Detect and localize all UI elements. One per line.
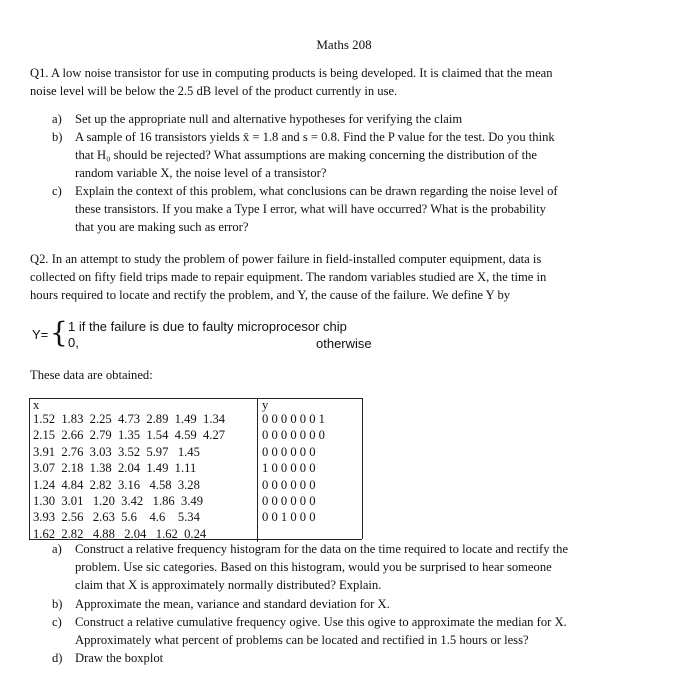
page-title: Maths 208 <box>316 37 372 52</box>
q2-item-d <box>52 649 632 667</box>
y-otherwise: otherwise <box>316 336 372 351</box>
table-row <box>29 477 362 493</box>
text-line: these transistors. If you make a Type I error, what will have occurred? What is the probability <box>75 202 546 216</box>
text-line: Q2. In an attempt to study the problem of power failure in field-installed computer equipment, data is <box>30 252 542 266</box>
table-row <box>29 493 362 509</box>
x-cell: 1.24 4.84 2.82 3.16 4.58 3.28 <box>29 477 258 493</box>
data-table <box>29 398 362 542</box>
x-cell: 1.52 1.83 2.25 4.73 2.89 1.49 1.34 <box>29 411 258 427</box>
x-cell: 3.07 2.18 1.38 2.04 1.49 1.11 <box>29 460 258 476</box>
table-row <box>29 427 362 443</box>
table-header-row <box>29 398 362 411</box>
q2-item-c <box>52 613 632 649</box>
y-header: y <box>262 398 269 412</box>
item-label: b) <box>52 130 63 144</box>
text-line: Set up the appropriate null and alternative hypotheses for verifying the claim <box>75 112 463 126</box>
x-cell: 1.30 3.01 1.20 3.42 1.86 3.49 <box>29 493 258 509</box>
text-line: problem. Use sic categories. Based on this histogram, would you be surprised to hear someone <box>75 560 552 574</box>
y-cell: 0 0 0 0 0 0 <box>262 444 316 459</box>
q2-item-b <box>52 595 632 613</box>
x-cell: 3.93 2.56 2.63 5.6 4.6 5.34 <box>29 509 258 525</box>
q1-item-c <box>52 182 632 236</box>
text-line: Explain the context of this problem, what conclusions can be drawn regarding the noise level of <box>75 184 558 198</box>
q2-item-a <box>52 540 632 594</box>
text-line: A sample of 16 transistors yields x̄ = 1.8 and s = 0.8. Find the P value for the test. Do you think <box>75 130 555 144</box>
text-line: Construct a relative frequency histogram for the data on the time required to locate and rectify the <box>75 542 569 556</box>
y-cell: 0 0 1 0 0 0 <box>262 510 316 525</box>
text-line: claim that X is approximately normally distributed? Explain. <box>75 578 382 592</box>
text-line: Construct a relative cumulative frequency ogive. Use this ogive to approximate the median for X. <box>75 615 567 629</box>
text-line: collected on fifty field trips made to repair equipment. The random variables studied are X, the time in <box>30 270 547 284</box>
y-definition <box>32 316 392 360</box>
table-row <box>29 444 362 460</box>
data-intro: These data are obtained: <box>30 368 153 382</box>
y-case-1: 1 if the failure is due to faulty microprocesor chip <box>68 319 347 334</box>
text-line: hours required to locate and rectify the problem, and Y, the cause of the failure. We define Y by <box>30 288 511 302</box>
q1-intro <box>30 64 630 100</box>
item-label: b) <box>52 597 63 611</box>
item-label: c) <box>52 615 62 629</box>
text-line: noise level will be below the 2.5 dB level of the product currently in use. <box>30 84 398 98</box>
table-row <box>29 509 362 525</box>
y-lhs: Y= <box>32 327 49 342</box>
text-line: Q1. A low noise transistor for use in computing products is being developed. It is claimed that the mean <box>30 66 553 80</box>
y-cell: 1 0 0 0 0 0 <box>262 461 316 476</box>
text-line: that you are making such as error? <box>75 220 249 234</box>
q1-item-a <box>52 110 632 128</box>
q2-intro <box>30 250 630 304</box>
brace: { <box>50 316 68 349</box>
y-cell: 0 0 0 0 0 0 <box>262 494 316 509</box>
y-cell: 0 0 0 0 0 0 0 <box>262 428 325 443</box>
text-line: random variable X, the noise level of a transistor? <box>75 166 327 180</box>
item-label: a) <box>52 542 62 556</box>
y-cell: 0 0 0 0 0 0 1 <box>262 412 325 426</box>
item-label: c) <box>52 184 62 198</box>
table-row <box>29 460 362 476</box>
q1-item-b <box>52 128 632 182</box>
item-label: a) <box>52 112 62 126</box>
x-cell: 1.62 2.82 4.88 2.04 1.62 0.24 <box>29 526 258 542</box>
x-cell: 2.15 2.66 2.79 1.35 1.54 4.59 4.27 <box>29 427 258 443</box>
table-row <box>29 411 362 427</box>
text-line: Draw the boxplot <box>75 651 164 665</box>
y-cell: 0 0 0 0 0 0 <box>262 477 316 492</box>
text-line: that H₀ should be rejected? What assumptions are making concerning the distribution of the <box>75 148 537 162</box>
text-line: Approximately what percent of problems can be located and rectified in 1.5 hours or less? <box>75 633 529 647</box>
item-label: d) <box>52 651 63 665</box>
x-header: x <box>29 398 258 411</box>
table-border-right <box>362 398 363 539</box>
text-line: Approximate the mean, variance and standard deviation for X. <box>75 597 390 611</box>
x-cell: 3.91 2.76 3.03 3.52 5.97 1.45 <box>29 444 258 460</box>
y-case-0: 0, <box>68 335 79 350</box>
